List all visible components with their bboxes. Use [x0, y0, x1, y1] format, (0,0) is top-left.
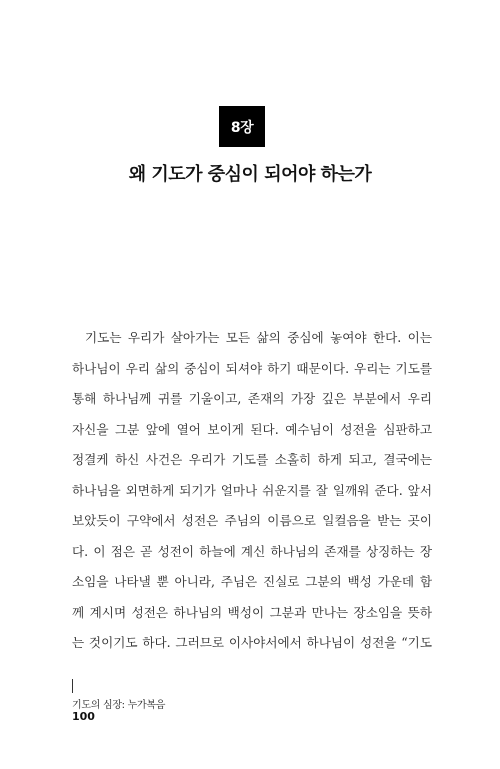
body-line: 다. 이 점은 곧 성전이 하늘에 계신 하나님의 존재를 상징하는 장	[72, 543, 432, 559]
running-footer-title: 기도의 심장: 누가복음	[72, 700, 166, 711]
chapter-title: 왜 기도가 중심이 되어야 하는가	[128, 164, 372, 185]
page-number: 100	[72, 710, 95, 723]
footer-rule	[72, 679, 73, 693]
body-line: 하나님이 우리 삶의 중심이 되셔야 하기 때문이다. 우리는 기도를	[72, 360, 432, 376]
body-line: 하나님을 외면하게 되기가 얼마나 쉬운지를 잘 일깨워 준다. 앞서	[72, 482, 432, 498]
body-line: 소임을 나타낼 뿐 아니라, 주님은 진실로 그분의 백성 가운데 함	[72, 574, 432, 589]
body-line: 통해 하나님께 귀를 기울이고, 존재의 가장 깊은 부분에서 우리	[72, 391, 432, 406]
body-line: 자신을 그분 앞에 열어 보이게 된다. 예수님이 성전을 심판하고	[72, 421, 432, 437]
body-text	[72, 323, 432, 659]
body-line: 께 계시며 성전은 하나님의 백성이 그분과 만나는 장소임을 뜻하	[72, 604, 432, 620]
body-line: 정결케 하신 사건은 우리가 기도를 소홀히 하게 되고, 결국에는	[72, 452, 432, 467]
body-line: 보았듯이 구약에서 성전은 주님의 이름으로 일컬음을 받는 곳이	[72, 513, 432, 528]
chapter-badge: 8장	[219, 106, 265, 147]
body-line: 기도는 우리가 살아가는 모든 삶의 중심에 놓여야 한다. 이는	[85, 330, 432, 345]
body-line: 는 것이기도 하다. 그러므로 이사야서에서 하나님이 성전을 “기도	[72, 635, 432, 650]
